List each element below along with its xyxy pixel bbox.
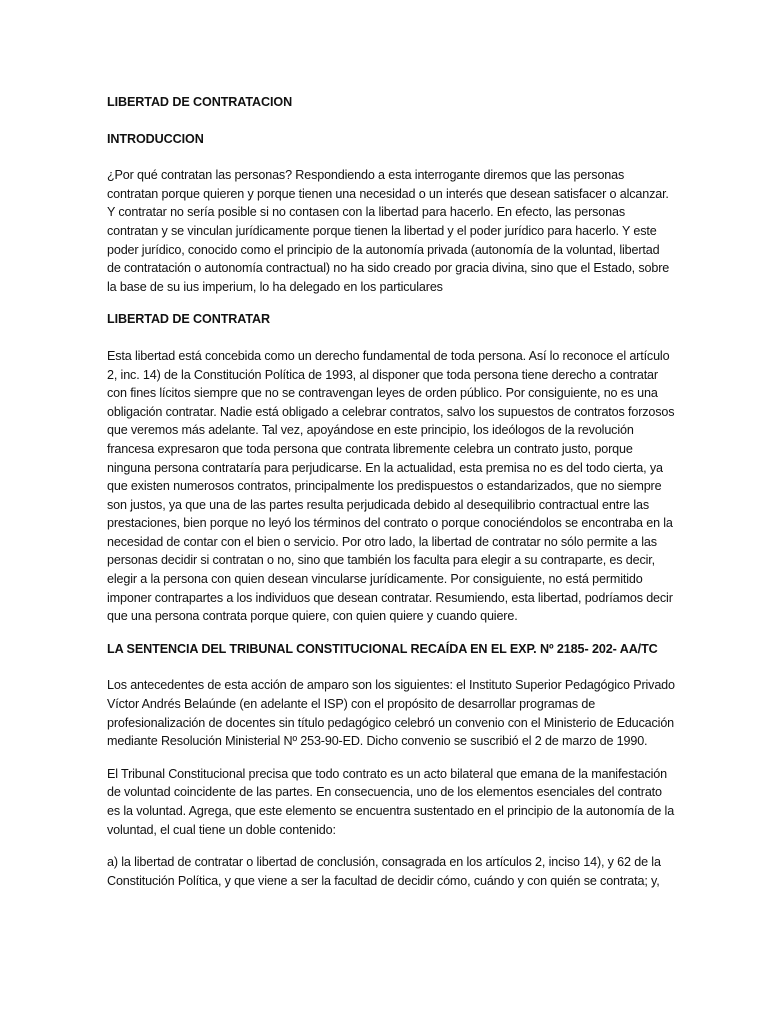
sentencia-paragraph-1: Los antecedentes de esta acción de amparo son los siguientes: el Instituto Superior Pedagógico Privado Víctor Andrés Belaúnde (en adelante el ISP) con el propósito de desarrollar programas de profesionalización de docentes sin título pedagógico celebró un convenio con el Ministerio de Educación mediante Resolución Ministerial Nº 253-90-ED. Dicho convenio se suscribió el 2 de marzo de 1990.: [107, 678, 675, 749]
intro-heading: INTRODUCCION: [107, 131, 204, 146]
document-title: LIBERTAD DE CONTRATACION: [107, 95, 293, 109]
sentencia-heading: LA SENTENCIA DEL TRIBUNAL CONSTITUCIONAL RECAÍDA EN EL EXP. Nº 2185- 202- AA/TC: [107, 641, 658, 656]
libertad-paragraph: Esta libertad está concebida como un derecho fundamental de toda persona. Así lo reconoce el artículo 2, inc. 14) de la Constitución Política de 1993, al disponer que toda persona tiene derecho a contratar con fines lícitos siempre que no se contravengan leyes de orden público. Por consiguiente, no es una obligación contratar. Nadie está obligado a celebrar contratos, salvo los supuestos de contratos forzosos que veremos más adelante. Tal vez, apoyándose en este principio, los ideólogos de la revolución francesa expresaron que toda persona que contrata libremente celebra un contrato justo, porque ninguna persona contrataría para perjudicarse. En la actualidad, esta premisa no es del todo cierta, ya que existen numerosos contratos, principalmente los predispuestos o estandarizados, que no siempre son justos, ya que una de las partes resulta perjudicada debido al desequilibrio contractual entre las prestaciones, bien porque no leyó los términos del contrato o porque conociéndolos se encontraba en la necesidad de contar con el bien o servicio. Por otro lado, la libertad de contratar no sólo permite a las personas decidir si contratan o no, sino que también los faculta para elegir a su contraparte, es decir, elegir a la persona con quien desean vincularse jurídicamente. Por consiguiente, no está permitido imponer contrapartes a los individuos que desean contratar. Resumiendo, esta libertad, podríamos decir que una persona contrata porque quiere, con quien quiere y cuando quiere.: [107, 348, 675, 624]
libertad-heading: LIBERTAD DE CONTRATAR: [107, 312, 271, 327]
sentencia-paragraph-3: a) la libertad de contratar o libertad de conclusión, consagrada en los artículos 2, inciso 14), y 62 de la Constitución Política, y que viene a ser la facultad de decidir cómo, cuándo y con quién se contrata; y,: [107, 855, 661, 888]
intro-paragraph: ¿Por qué contratan las personas? Respondiendo a esta interrogante diremos que las personas contratan porque quieren y porque tienen una necesidad o un interés que desean satisfacer o alcanzar. Y contratar no sería posible si no contasen con la libertad para hacerlo. En efecto, las personas contratan y se vinculan jurídicamente porque tienen la libertad y el poder jurídico para hacerlo. Y este poder jurídico, conocido como el principio de la autonomía privada (autonomía de la voluntad, libertad de contratación o autonomía contractual) no ha sido creado por gracia divina, sino que el Estado, sobre la base de su ius imperium, lo ha delegado en los particulares: [107, 168, 670, 294]
sentencia-paragraph-2: El Tribunal Constitucional precisa que todo contrato es un acto bilateral que emana de la manifestación de voluntad coincidente de las partes. En consecuencia, uno de los elementos esenciales del contrato es la voluntad. Agrega, que este elemento se encuentra sustentado en el principio de la autonomía de la voluntad, el cual tiene un doble contenido:: [107, 766, 675, 837]
